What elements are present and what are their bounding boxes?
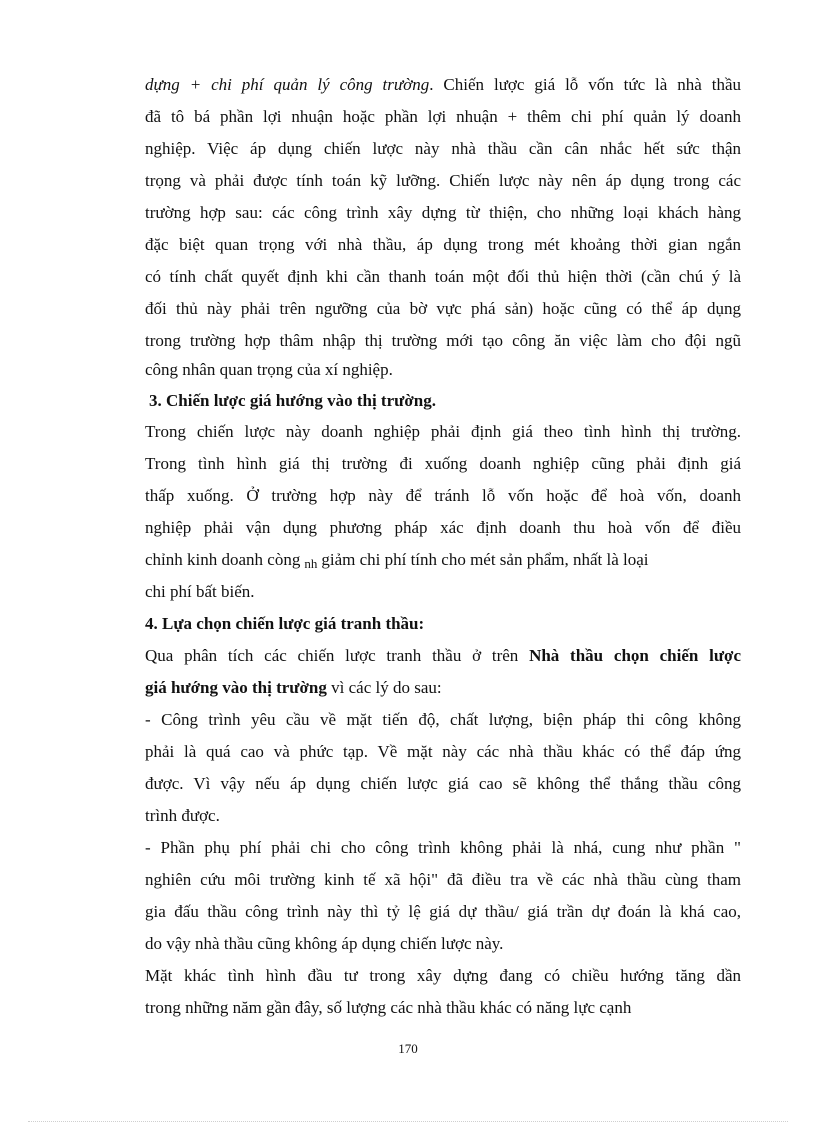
text-span: chỉnh kinh doanh còng [145, 550, 301, 569]
paragraph-2-line-4: nghiệp phải vận dụng phương pháp xác định doanh thu hoà vốn để điều [145, 518, 741, 537]
paragraph-1-line-10: công nhân quan trọng của xí nghiệp. [145, 360, 393, 379]
paragraph-2-line-2: Trong tình hình giá thị trường đi xuống doanh nghiệp cũng phải định giá [145, 454, 741, 473]
inserted-fragment: nh [304, 556, 318, 571]
text-span: . Chiến lược giá lỗ vốn tức là nhà thầu [429, 75, 742, 94]
paragraph-2-line-3: thấp xuống. Ở trường hợp này để tránh lỗ vốn hoặc để hoà vốn, doanh [145, 486, 741, 505]
bullet-1-line-3: được. Vì vậy nếu áp dụng chiến lược giá cao sẽ không thể thắng thầu công [145, 774, 741, 793]
bullet-2-line-4: do vậy nhà thầu cũng không áp dụng chiến lược này. [145, 934, 504, 953]
paragraph-1-line-6: đặc biệt quan trọng với nhà thầu, áp dụng trong mét khoảng thời gian ngắn [145, 235, 741, 254]
text-span: Qua phân tích các chiến lược tranh thầu ở trên [145, 646, 530, 665]
paragraph-1-line-4: trọng và phải được tính toán kỹ lưỡng. Chiến lược này nên áp dụng trong các [145, 171, 741, 190]
bullet-1-line-1: - Công trình yêu cầu về mặt tiến độ, chất lượng, biện pháp thi công không [145, 710, 741, 729]
bold-phrase: Nhà thầu chọn chiến lược [529, 646, 741, 665]
bullet-2-line-3: gia đấu thầu công trình này thì tỷ lệ giá dự thầu/ giá trần dự đoán là khá cao, [145, 902, 741, 921]
bullet-1-line-4: trình được. [145, 806, 220, 825]
bullet-2-line-1: - Phần phụ phí phải chi cho công trình không phải là nhá, cung như phần " [145, 838, 741, 857]
bold-phrase: giá hướng vào thị trường [145, 678, 327, 697]
paragraph-1-line-9: trong trường hợp thâm nhập thị trường mới tạo công ăn việc làm cho đội ngũ [145, 331, 741, 350]
paragraph-2-line-6: chi phí bất biến. [145, 582, 255, 601]
paragraph-2-line-1: Trong chiến lược này doanh nghiệp phải định giá theo tình hình thị trường. [145, 422, 741, 441]
paragraph-2-line-5 [145, 549, 741, 571]
paragraph-3-line-2 [145, 677, 741, 699]
paragraph-1-line-5: trường hợp sau: các công trình xây dựng từ thiện, cho những loại khách hàng [145, 203, 741, 222]
paragraph-1-line-8: đối thủ này phải trên ngưỡng của bờ vực phá sản) hoặc cũng có thể áp dụng [145, 299, 741, 318]
bullet-1-line-2: phải là quá cao và phức tạp. Về mặt này các nhà thầu khác có thể đáp ứng [145, 742, 741, 761]
paragraph-1-line-2: đã tô bá phần lợi nhuận hoặc phần lợi nhuận + thêm chi phí quản lý doanh [145, 107, 741, 126]
section-heading-3: 3. Chiến lược giá hướng vào thị trường. [149, 391, 436, 410]
text-span: vì các lý do sau: [326, 678, 442, 697]
section-heading-4: 4. Lựa chọn chiến lược giá tranh thầu: [145, 614, 425, 633]
text-span: giảm chi phí tính cho mét sản phẩm, nhất là loại [321, 550, 649, 569]
paragraph-4-line-2: trong những năm gần đây, số lượng các nhà thầu khác có năng lực cạnh [145, 998, 632, 1017]
paragraph-3-line-1 [145, 645, 741, 667]
paragraph-1-line-1 [145, 74, 741, 96]
paragraph-1-line-3: nghiệp. Việc áp dụng chiến lược này nhà thầu cần cân nhắc hết sức thận [145, 139, 741, 158]
paragraph-1-line-7: có tính chất quyết định khi cần thanh toán một đối thủ hiện thời (cần chú ý là [145, 267, 741, 286]
page-bottom-divider [28, 1121, 788, 1122]
paragraph-4-line-1: Mặt khác tình hình đầu tư trong xây dựng đang có chiều hướng tăng dần [145, 966, 741, 985]
bullet-2-line-2: nghiên cứu môi trường kinh tế xã hội" đã điều tra về các nhà thầu cùng tham [145, 870, 741, 889]
page-number: 170 [398, 1041, 418, 1056]
italic-phrase: dựng + chi phí quản lý công trường [145, 75, 430, 94]
